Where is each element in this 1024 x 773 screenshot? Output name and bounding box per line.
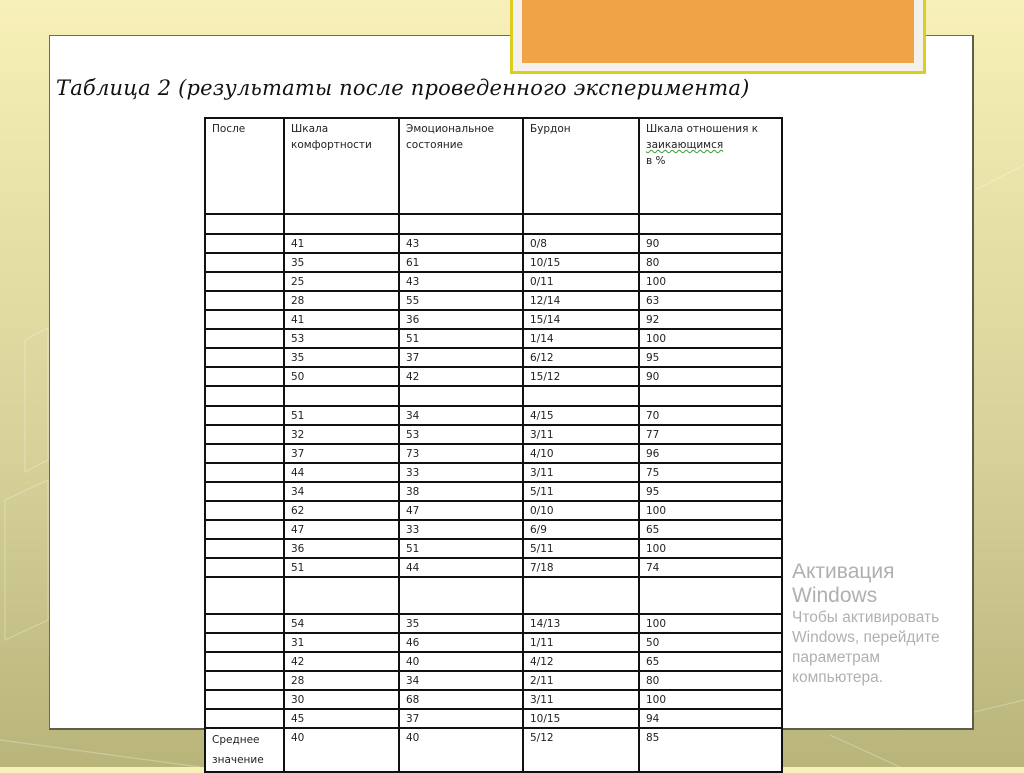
table-row xyxy=(205,539,782,558)
table-cell: 41 xyxy=(284,310,399,329)
table-cell: 53 xyxy=(284,329,399,348)
table-cell xyxy=(205,253,284,272)
table-cell-empty xyxy=(639,577,782,614)
table-row xyxy=(205,444,782,463)
table-row xyxy=(205,671,782,690)
table-cell: 75 xyxy=(639,463,782,482)
table-cell: 40 xyxy=(399,652,523,671)
table-cell: 34 xyxy=(284,482,399,501)
table-cell-empty xyxy=(523,386,639,406)
table-cell: 35 xyxy=(399,614,523,633)
table-cell: 34 xyxy=(399,406,523,425)
table-cell: 42 xyxy=(399,367,523,386)
header-attitude-suffix: в % xyxy=(646,155,666,167)
table-cell: 5/11 xyxy=(523,539,639,558)
table-separator-row xyxy=(205,577,782,614)
table-cell: 43 xyxy=(399,272,523,291)
table-cell xyxy=(205,539,284,558)
table-cell xyxy=(205,406,284,425)
table-cell: 33 xyxy=(399,520,523,539)
table-cell: 25 xyxy=(284,272,399,291)
table-cell xyxy=(205,558,284,577)
table-cell: 54 xyxy=(284,614,399,633)
watermark-line-2: параметрам компьютера. xyxy=(792,649,884,686)
table-cell xyxy=(205,348,284,367)
table-cell: 2/11 xyxy=(523,671,639,690)
orange-banner-fill xyxy=(522,0,914,63)
table-cell: 51 xyxy=(284,558,399,577)
table-cell: 65 xyxy=(639,520,782,539)
average-value-cell: 85 xyxy=(639,728,782,772)
watermark-title: Активация Windows xyxy=(792,560,895,607)
table-cell-empty xyxy=(399,214,523,234)
table-cell xyxy=(205,671,284,690)
table-cell xyxy=(205,463,284,482)
table-cell: 50 xyxy=(639,633,782,652)
table-cell: 4/12 xyxy=(523,652,639,671)
table-cell: 55 xyxy=(399,291,523,310)
table-row xyxy=(205,272,782,291)
table-cell: 1/14 xyxy=(523,329,639,348)
header-cell-after: После xyxy=(205,118,284,214)
table-cell: 47 xyxy=(284,520,399,539)
table-cell: 77 xyxy=(639,425,782,444)
table-row xyxy=(205,310,782,329)
table-cell: 96 xyxy=(639,444,782,463)
table-cell-empty xyxy=(205,386,284,406)
table-cell: 30 xyxy=(284,690,399,709)
table-cell: 34 xyxy=(399,671,523,690)
table-cell xyxy=(205,652,284,671)
table-cell: 36 xyxy=(399,310,523,329)
table-cell: 95 xyxy=(639,482,782,501)
table-row xyxy=(205,652,782,671)
table-cell: 80 xyxy=(639,253,782,272)
table-cell: 43 xyxy=(399,234,523,253)
table-cell: 90 xyxy=(639,234,782,253)
table-row xyxy=(205,709,782,728)
table-cell xyxy=(205,367,284,386)
table-cell: 100 xyxy=(639,501,782,520)
table-cell: 50 xyxy=(284,367,399,386)
table-cell: 44 xyxy=(284,463,399,482)
table-cell: 61 xyxy=(399,253,523,272)
table-cell: 15/12 xyxy=(523,367,639,386)
table-cell: 28 xyxy=(284,671,399,690)
table-cell: 28 xyxy=(284,291,399,310)
table-cell: 3/11 xyxy=(523,463,639,482)
table-row xyxy=(205,291,782,310)
header-attitude-spellchecked-word: заикающимся xyxy=(646,139,724,151)
results-table xyxy=(204,117,783,773)
table-cell: 62 xyxy=(284,501,399,520)
table-row xyxy=(205,463,782,482)
average-label-line-1: Среднее xyxy=(212,734,260,746)
table-average-row xyxy=(205,728,782,772)
table-cell: 14/13 xyxy=(523,614,639,633)
header-cell-attitude-scale xyxy=(639,118,782,214)
table-row xyxy=(205,690,782,709)
table-cell xyxy=(205,234,284,253)
header-attitude-text: Шкала отношения к xyxy=(646,123,759,135)
table-cell: 15/14 xyxy=(523,310,639,329)
table-cell xyxy=(205,709,284,728)
table-row xyxy=(205,558,782,577)
table-cell-empty xyxy=(523,214,639,234)
table-cell-empty xyxy=(205,214,284,234)
table-cell xyxy=(205,329,284,348)
table-cell: 95 xyxy=(639,348,782,367)
table-cell: 3/11 xyxy=(523,690,639,709)
table-row xyxy=(205,348,782,367)
table-cell: 12/14 xyxy=(523,291,639,310)
table-cell xyxy=(205,310,284,329)
table-cell: 38 xyxy=(399,482,523,501)
table-cell: 70 xyxy=(639,406,782,425)
table-cell-empty xyxy=(639,214,782,234)
table-cell: 41 xyxy=(284,234,399,253)
table-cell xyxy=(205,501,284,520)
slide-title: Таблица 2 (результаты после проведенного эксперимента) xyxy=(56,76,750,100)
header-cell-comfort-scale: Шкала комфортности xyxy=(284,118,399,214)
table-row xyxy=(205,406,782,425)
watermark-line-1: Чтобы активировать Windows, перейдите xyxy=(792,609,940,646)
table-row xyxy=(205,367,782,386)
table-cell xyxy=(205,614,284,633)
table-cell: 3/11 xyxy=(523,425,639,444)
table-separator-row xyxy=(205,386,782,406)
table-cell: 6/12 xyxy=(523,348,639,367)
average-value-cell: 40 xyxy=(399,728,523,772)
table-row xyxy=(205,501,782,520)
table-cell-empty xyxy=(523,577,639,614)
table-cell-empty xyxy=(284,577,399,614)
table-cell: 35 xyxy=(284,348,399,367)
table-cell: 36 xyxy=(284,539,399,558)
table-cell: 63 xyxy=(639,291,782,310)
table-cell: 45 xyxy=(284,709,399,728)
table-cell-empty xyxy=(399,386,523,406)
table-cell: 10/15 xyxy=(523,709,639,728)
table-cell xyxy=(205,291,284,310)
table-cell: 0/8 xyxy=(523,234,639,253)
header-cell-emotional-state: Эмоциональное состояние xyxy=(399,118,523,214)
table-cell: 0/10 xyxy=(523,501,639,520)
table-cell xyxy=(205,482,284,501)
table-row xyxy=(205,253,782,272)
average-label-cell xyxy=(205,728,284,772)
table-cell: 100 xyxy=(639,329,782,348)
table-row xyxy=(205,520,782,539)
table-row xyxy=(205,425,782,444)
table-separator-row xyxy=(205,214,782,234)
table-header-row xyxy=(205,118,782,214)
table-cell: 47 xyxy=(399,501,523,520)
table-cell: 35 xyxy=(284,253,399,272)
table-row xyxy=(205,614,782,633)
table-cell: 80 xyxy=(639,671,782,690)
table-cell: 68 xyxy=(399,690,523,709)
table-cell: 51 xyxy=(399,539,523,558)
table-cell: 53 xyxy=(399,425,523,444)
table-cell: 37 xyxy=(399,709,523,728)
table-row xyxy=(205,633,782,652)
table-cell: 51 xyxy=(284,406,399,425)
table-cell: 31 xyxy=(284,633,399,652)
table-row xyxy=(205,234,782,253)
table-cell: 5/11 xyxy=(523,482,639,501)
table-cell-empty xyxy=(399,577,523,614)
table-cell: 42 xyxy=(284,652,399,671)
table-cell: 100 xyxy=(639,539,782,558)
table-cell: 4/15 xyxy=(523,406,639,425)
table-cell: 46 xyxy=(399,633,523,652)
table-cell: 6/9 xyxy=(523,520,639,539)
table-cell: 32 xyxy=(284,425,399,444)
table-cell: 74 xyxy=(639,558,782,577)
table-cell xyxy=(205,633,284,652)
header-cell-bourdon: Бурдон xyxy=(523,118,639,214)
table-cell: 65 xyxy=(639,652,782,671)
table-cell: 10/15 xyxy=(523,253,639,272)
table-cell xyxy=(205,272,284,291)
table-cell-empty xyxy=(639,386,782,406)
average-value-cell: 40 xyxy=(284,728,399,772)
table-cell: 37 xyxy=(399,348,523,367)
table-cell-empty xyxy=(205,577,284,614)
table-cell: 37 xyxy=(284,444,399,463)
table-cell: 73 xyxy=(399,444,523,463)
table-cell: 94 xyxy=(639,709,782,728)
average-value-cell: 5/12 xyxy=(523,728,639,772)
average-label-line-2: значение xyxy=(212,754,264,766)
table-cell: 33 xyxy=(399,463,523,482)
table-cell-empty xyxy=(284,386,399,406)
table-cell: 90 xyxy=(639,367,782,386)
table-cell: 100 xyxy=(639,272,782,291)
table-row xyxy=(205,329,782,348)
table-cell-empty xyxy=(284,214,399,234)
table-cell: 100 xyxy=(639,690,782,709)
table-row xyxy=(205,482,782,501)
table-cell xyxy=(205,425,284,444)
table-cell xyxy=(205,520,284,539)
decorative-orange-banner xyxy=(510,0,926,74)
table-cell: 7/18 xyxy=(523,558,639,577)
table-cell: 44 xyxy=(399,558,523,577)
table-cell: 1/11 xyxy=(523,633,639,652)
table-cell: 100 xyxy=(639,614,782,633)
table-cell: 0/11 xyxy=(523,272,639,291)
table-cell: 92 xyxy=(639,310,782,329)
table-cell: 4/10 xyxy=(523,444,639,463)
table-cell: 51 xyxy=(399,329,523,348)
table-cell xyxy=(205,690,284,709)
table-cell xyxy=(205,444,284,463)
